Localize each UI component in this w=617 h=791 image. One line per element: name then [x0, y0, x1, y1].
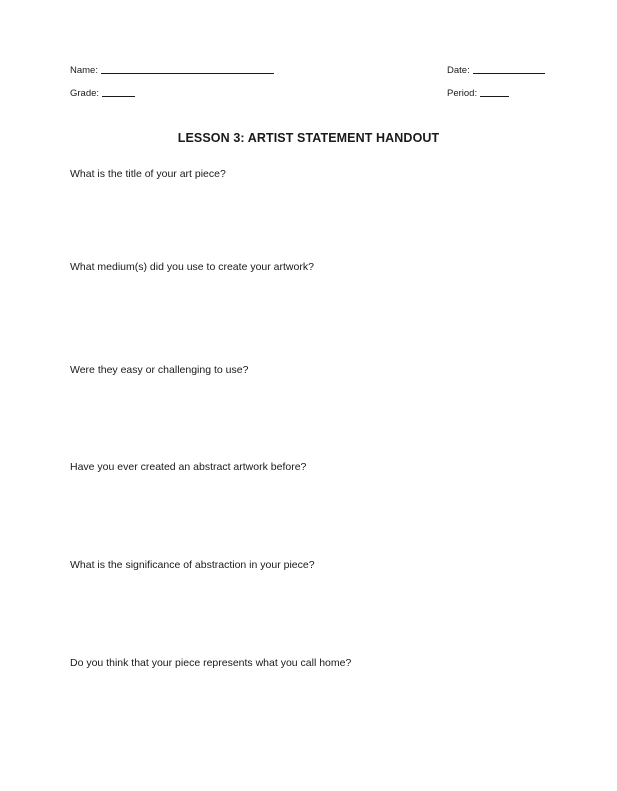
name-label: Name:: [70, 65, 98, 76]
period-blank-line[interactable]: [480, 86, 509, 97]
grade-field: [70, 85, 135, 100]
question-6: Do you think that your piece represents what you call home?: [70, 657, 352, 669]
question-5: What is the significance of abstraction in your piece?: [70, 559, 315, 571]
page-title: LESSON 3: ARTIST STATEMENT HANDOUT: [177, 131, 440, 145]
grade-label: Grade:: [70, 88, 100, 99]
date-blank-line[interactable]: [473, 63, 545, 74]
name-blank-line[interactable]: [101, 63, 274, 74]
date-label: Date:: [447, 65, 470, 76]
grade-blank-line[interactable]: [102, 86, 135, 97]
question-2: What medium(s) did you use to create your artwork?: [70, 261, 314, 273]
question-4: Have you ever created an abstract artwork before?: [70, 461, 307, 473]
name-field: [70, 62, 274, 77]
question-3: Were they easy or challenging to use?: [70, 364, 249, 376]
date-field: [447, 62, 545, 77]
question-1: What is the title of your art piece?: [70, 168, 226, 180]
period-field: [447, 85, 509, 100]
period-label: Period:: [447, 88, 478, 99]
